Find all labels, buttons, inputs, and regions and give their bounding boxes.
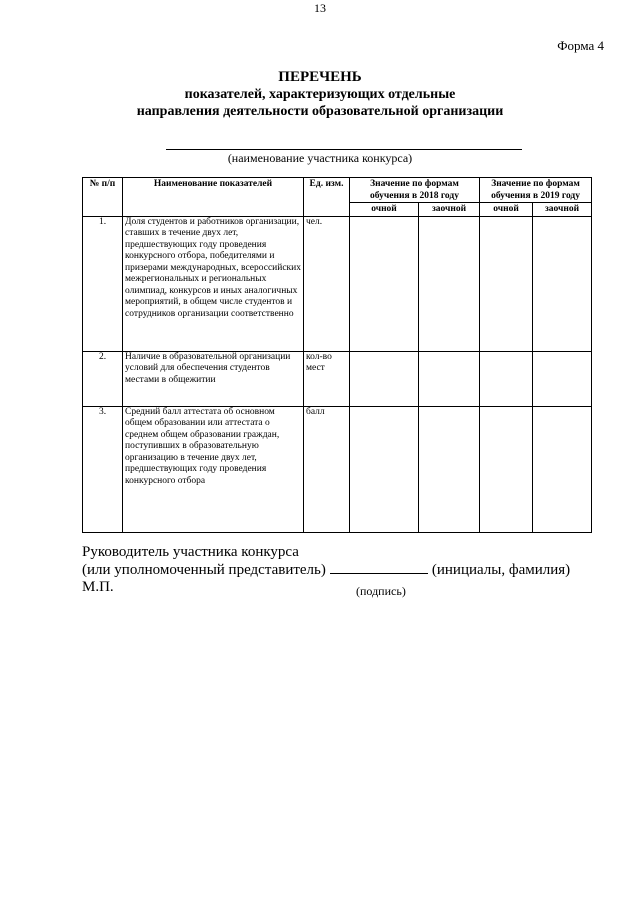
stamp-label: М.П. <box>82 579 114 595</box>
signature-block <box>82 544 602 596</box>
value-2018-full-time <box>350 406 419 532</box>
row-name: Средний балл аттестата об основном общем образовании или аттестата о среднем общем образовании граждан, поступивших в образовательную организацию в течение двух лет, предшествующих году проведения конкурсного отбора <box>123 406 304 532</box>
head-of-participant-label: Руководитель участника конкурса <box>82 544 299 560</box>
header-2018: Значение по формам обучения в 2018 году <box>350 178 480 203</box>
header-num: № п/п <box>83 178 123 217</box>
value-2018-full-time <box>350 351 419 406</box>
row-unit: кол-во мест <box>304 351 350 406</box>
form-label: Форма 4 <box>557 38 604 53</box>
initials-label: (инициалы, фамилия) <box>431 562 571 578</box>
value-2018-part-time <box>419 351 480 406</box>
header-2018-full-time: очной <box>350 203 419 217</box>
row-unit: чел. <box>304 216 350 351</box>
indicators-table <box>82 177 592 533</box>
header-2018-part-time: заочной <box>419 203 480 217</box>
signature-caption: (подпись) <box>356 584 406 598</box>
row-name: Наличие в образовательной организации условий для обеспечения студентов местами в общежитии <box>123 351 304 406</box>
value-2018-part-time <box>419 216 480 351</box>
header-name: Наименование показателей <box>123 178 304 217</box>
participant-name-line <box>166 149 522 150</box>
header-unit: Ед. изм. <box>304 178 350 217</box>
value-2018-part-time <box>419 406 480 532</box>
title-line-1: показателей, характеризующих отдельные <box>184 87 456 102</box>
header-2019-part-time: заочной <box>533 203 592 217</box>
representative-line <box>82 561 602 579</box>
row-num: 3. <box>83 406 123 532</box>
row-unit: балл <box>304 406 350 532</box>
header-2019: Значение по формам обучения в 2019 году <box>480 178 592 203</box>
title-main: ПЕРЕЧЕНЬ <box>278 69 362 85</box>
value-2019-full-time <box>480 216 533 351</box>
title-line-2: направления деятельности образовательной организации <box>136 104 504 119</box>
representative-label: (или уполномоченный представитель) <box>82 562 326 578</box>
table-row <box>83 351 592 406</box>
value-2019-part-time <box>533 216 592 351</box>
value-2018-full-time <box>350 216 419 351</box>
value-2019-full-time <box>480 351 533 406</box>
row-num: 2. <box>83 351 123 406</box>
participant-caption: (наименование участника конкурса) <box>227 151 413 165</box>
row-num: 1. <box>83 216 123 351</box>
table-row <box>83 406 592 532</box>
value-2019-part-time <box>533 406 592 532</box>
signature-field <box>330 561 428 574</box>
row-name: Доля студентов и работников организации, ставших в течение двух лет, предшествующих году проведения конкурсного отбора, победителями и призерами международных, всероссийских межрегиональных и региональных олимпиад, конкурсов и иных аналогичных мероприятий, в общем числе студентов и сотрудников организации соответственно <box>123 216 304 351</box>
value-2019-full-time <box>480 406 533 532</box>
header-2019-full-time: очной <box>480 203 533 217</box>
value-2019-part-time <box>533 351 592 406</box>
table-row <box>83 216 592 351</box>
page-number: 13 <box>314 1 326 15</box>
document-title <box>0 68 640 120</box>
